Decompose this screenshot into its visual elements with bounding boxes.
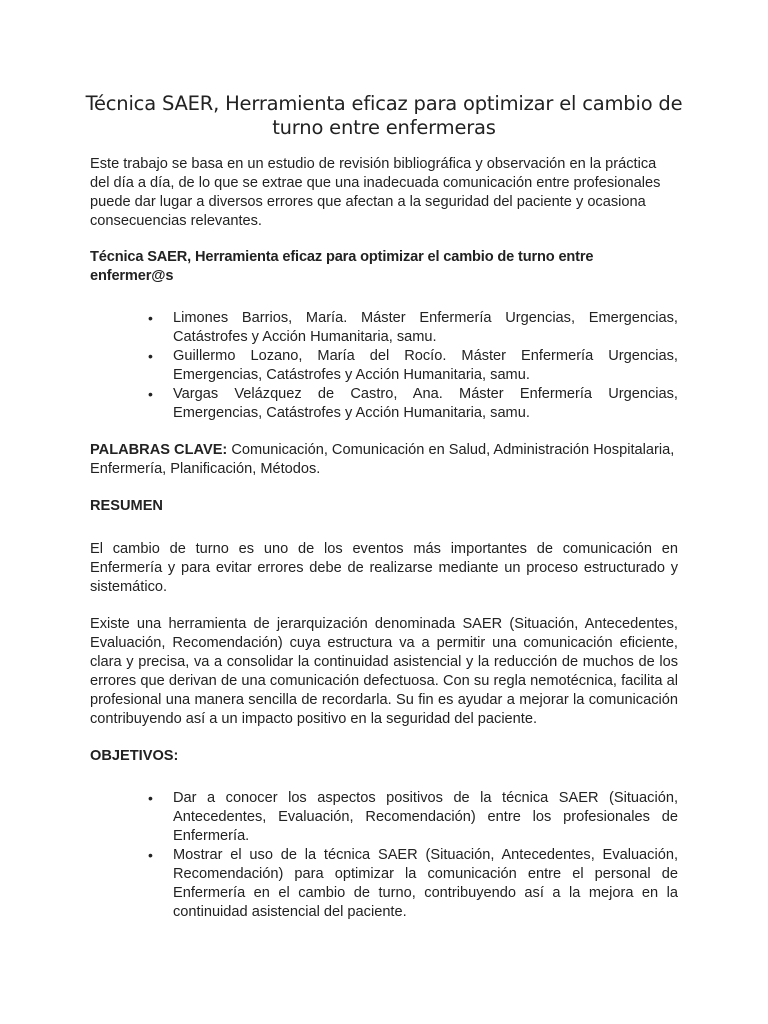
- author-item: • Vargas Velázquez de Castro, Ana. Máster Enfermería Urgencias, Emergencias, Catástrofes y Acción Humanitaria, samu.: [148, 385, 678, 423]
- document-page: [85, 92, 683, 922]
- keywords-paragraph: [90, 441, 678, 479]
- objective-item: • Dar a conocer los aspectos positivos de la técnica SAER (Situación, Antecedentes, Evaluación, Recomendación) entre los profesionales de Enfermería.: [148, 789, 678, 846]
- objectives-list: [148, 789, 678, 922]
- authors-list: [148, 309, 678, 423]
- resumen-paragraph-2: Existe una herramienta de jerarquización denominada SAER (Situación, Antecedentes, Evaluación, Recomendación) cuya estructura va a permitir una comunicación eficiente, clara y precisa, va a consolidar la continuidad asistencial y la reducción de muchos de los errores que derivan de una comunicación defectuosa. Con su regla nemotécnica, facilita al profesional una manera sencilla de recordarla. Su fin es ayudar a mejorar la comunicación contribuyendo así a un impacto positivo en la seguridad del paciente.: [90, 616, 678, 727]
- objective-item: • Mostrar el uso de la técnica SAER (Situación, Antecedentes, Evaluación, Recomendación) para optimizar la comunicación entre el personal de Enfermería en el cambio de turno, contribuyendo así a la mejora en la continuidad asistencial del paciente.: [148, 846, 678, 922]
- document-subtitle: Técnica SAER, Herramienta eficaz para optimizar el cambio de turno entre enfermer@s: [90, 249, 594, 284]
- author-item: • Limones Barrios, María. Máster Enfermería Urgencias, Emergencias, Catástrofes y Acción Humanitaria, samu.: [148, 309, 678, 347]
- keywords-text: Comunicación, Comunicación en Salud, Administración Hospitalaria, Enfermería, Planificación, Métodos.: [90, 442, 675, 477]
- document-title: Técnica SAER, Herramienta eficaz para optimizar el cambio de turno entre enfermeras: [85, 92, 683, 139]
- resumen-heading: RESUMEN: [90, 498, 163, 514]
- keywords-label: PALABRAS CLAVE:: [90, 442, 228, 458]
- resumen-paragraph-1: El cambio de turno es uno de los eventos más importantes de comunicación en Enfermería y para evitar errores debe de realizarse mediante un proceso estructurado y sistemático.: [90, 541, 678, 595]
- author-item: • Guillermo Lozano, María del Rocío. Máster Enfermería Urgencias, Emergencias, Catástrofes y Acción Humanitaria, samu.: [148, 347, 678, 385]
- objetivos-heading: OBJETIVOS:: [90, 748, 179, 764]
- intro-paragraph: Este trabajo se basa en un estudio de revisión bibliográfica y observación en la práctica del día a día, de lo que se extrae que una inadecuada comunicación entre profesionales puede dar lugar a diversos errores que afectan a la seguridad del paciente y ocasiona consecuencias relevantes.: [90, 156, 661, 229]
